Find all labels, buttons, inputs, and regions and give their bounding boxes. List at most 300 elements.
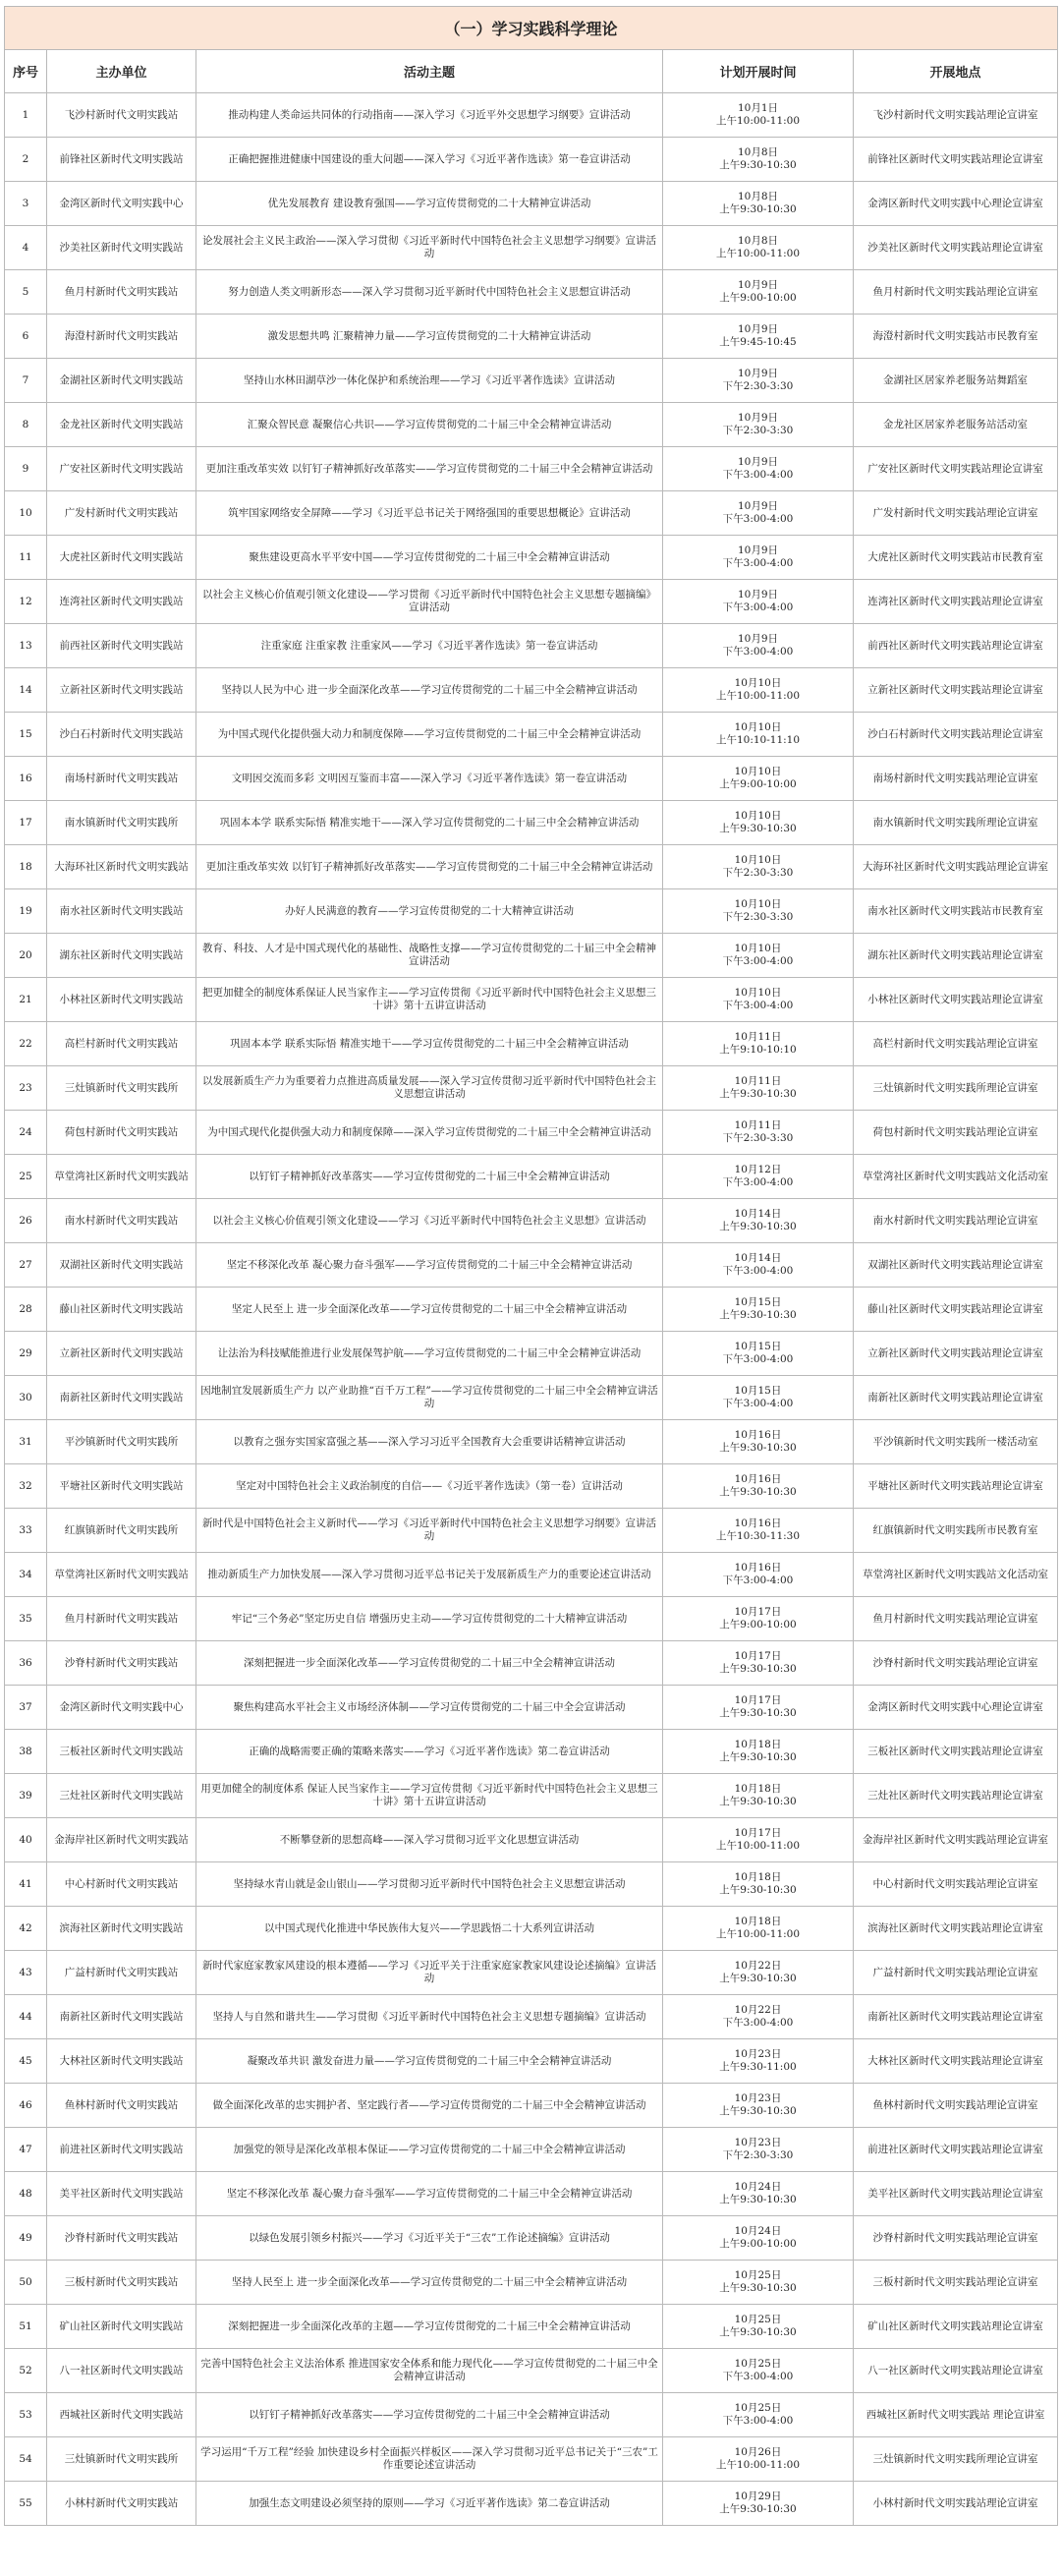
row-organizer: 高栏村新时代文明实践站 [47,1022,196,1066]
row-organizer: 鱼林村新时代文明实践站 [47,2084,196,2128]
row-time [663,801,854,845]
row-time-range: 下午3:00-4:00 [722,601,794,613]
row-topic: 坚持人民至上 进一步全面深化改革——学习宣传贯彻党的二十届三中全会精神宣讲活动 [196,2261,663,2305]
row-topic: 以发展新质生产力为重要着力点推进高质量发展——深入学习宣传贯彻习近平新时代中国特色社会主义思想宣讲活动 [196,1066,663,1111]
row-place: 八一社区新时代文明实践站理论宣讲室 [854,2349,1058,2393]
header-topic: 活动主题 [196,50,663,93]
row-date: 10月10日 [734,943,782,954]
row-organizer: 大海环社区新时代文明实践站 [47,845,196,889]
row-time [663,978,854,1022]
row-time-range: 上午9:30-10:30 [719,1707,797,1719]
row-place: 小林社区新时代文明实践站理论宣讲室 [854,978,1058,1022]
row-time-range: 上午9:30-10:30 [719,1973,797,1984]
row-topic: 深刻把握进一步全面深化改革——学习宣传贯彻党的二十届三中全会精神宣讲活动 [196,1641,663,1686]
row-organizer: 沙白石村新时代文明实践站 [47,713,196,757]
row-time [663,2349,854,2393]
row-date: 10月24日 [734,2181,782,2193]
row-place: 鱼林村新时代文明实践站理论宣讲室 [854,2084,1058,2128]
row-organizer: 金湾区新时代文明实践中心 [47,182,196,226]
row-organizer: 前锋社区新时代文明实践站 [47,138,196,182]
row-time-range: 下午2:30-3:30 [722,425,794,436]
row-time-range: 上午9:00-10:00 [719,292,797,304]
row-place: 小林村新时代文明实践站理论宣讲室 [854,2482,1058,2526]
row-topic: 更加注重改革实效 以钉钉子精神抓好改革落实——学习宣传贯彻党的二十届三中全会精神宣讲活动 [196,447,663,491]
row-topic: 坚定人民至上 进一步全面深化改革——学习宣传贯彻党的二十届三中全会精神宣讲活动 [196,1288,663,1332]
row-seq: 34 [5,1553,47,1597]
row-organizer: 三板村新时代文明实践站 [47,2261,196,2305]
table-row [5,1288,1058,1332]
row-date: 10月10日 [734,677,782,689]
row-place: 金湖社区居家养老服务站舞蹈室 [854,359,1058,403]
row-date: 10月10日 [734,810,782,822]
row-organizer: 小林村新时代文明实践站 [47,2482,196,2526]
row-topic: 坚定对中国特色社会主义政治制度的自信——《习近平著作选读》（第一卷）宣讲活动 [196,1464,663,1509]
row-seq: 10 [5,491,47,536]
table-row [5,1862,1058,1907]
row-seq: 17 [5,801,47,845]
row-organizer: 金湾区新时代文明实践中心 [47,1686,196,1730]
row-place: 金湾区新时代文明实践中心理论宣讲室 [854,182,1058,226]
row-date: 10月10日 [734,721,782,733]
row-time [663,138,854,182]
row-time-range: 上午9:30-10:30 [719,1796,797,1807]
row-time-range: 上午9:00-10:00 [719,778,797,790]
row-date: 10月29日 [734,2490,782,2502]
row-organizer: 草堂湾社区新时代文明实践站 [47,1155,196,1199]
row-topic: 新时代是中国特色社会主义新时代——学习《习近平新时代中国特色社会主义思想学习纲要》宣讲活动 [196,1509,663,1553]
row-seq: 49 [5,2216,47,2261]
row-date: 10月1日 [737,102,779,114]
table-row [5,2084,1058,2128]
table-row [5,1066,1058,1111]
row-topic: 深刻把握进一步全面深化改革的主题——学习宣传贯彻党的二十届三中全会精神宣讲活动 [196,2305,663,2349]
row-date: 10月25日 [734,2402,782,2414]
row-seq: 13 [5,624,47,668]
row-seq: 26 [5,1199,47,1243]
row-organizer: 三板社区新时代文明实践站 [47,1730,196,1774]
row-date: 10月16日 [734,1473,782,1485]
table-row [5,403,1058,447]
table-row [5,491,1058,536]
row-organizer: 南新社区新时代文明实践站 [47,1995,196,2039]
row-organizer: 矿山社区新时代文明实践站 [47,2305,196,2349]
row-place: 三灶镇新时代文明实践所理论宣讲室 [854,1066,1058,1111]
row-date: 10月8日 [737,191,779,202]
row-topic: 聚焦构建高水平社会主义市场经济体制——学习宣传贯彻党的二十届三中全会宣讲活动 [196,1686,663,1730]
row-organizer: 平塘社区新时代文明实践站 [47,1464,196,1509]
row-topic: 牢记“三个务必”坚定历史自信 增强历史主动——学习宣传贯彻党的二十大精神宣讲活动 [196,1597,663,1641]
row-topic: 坚定不移深化改革 凝心聚力奋斗强军——学习宣传贯彻党的二十届三中全会精神宣讲活动 [196,1243,663,1288]
row-date: 10月10日 [734,854,782,866]
row-time-range: 上午9:30-10:30 [719,2326,797,2338]
row-date: 10月9日 [737,589,779,601]
row-topic: 巩固本本学 联系实际悟 精准实地干——学习宣传贯彻党的二十届三中全会精神宣讲活动 [196,1022,663,1066]
row-time [663,668,854,713]
row-topic: 巩固本本学 联系实际悟 精准实地干——深入学习宣传贯彻党的二十届三中全会精神宣讲活动 [196,801,663,845]
row-place: 鱼月村新时代文明实践站理论宣讲室 [854,270,1058,315]
row-organizer: 大虎社区新时代文明实践站 [47,536,196,580]
row-time-range: 下午3:00-4:00 [722,2415,794,2427]
row-place: 南新社区新时代文明实践站理论宣讲室 [854,1995,1058,2039]
table-row [5,2437,1058,2482]
table-row [5,359,1058,403]
table-row [5,2128,1058,2172]
row-date: 10月15日 [734,1296,782,1308]
row-time [663,2261,854,2305]
table-row [5,713,1058,757]
row-organizer: 南水村新时代文明实践站 [47,1199,196,1243]
row-topic: 注重家庭 注重家教 注重家风——学习《习近平著作选读》第一卷宣讲活动 [196,624,663,668]
row-topic: 学习运用“千万工程”经验 加快建设乡村全面振兴样板区——深入学习贯彻习近平总书记关于“三农”工作重要论述宣讲活动 [196,2437,663,2482]
row-topic: 优先发展教育 建设教育强国——学习宣传贯彻党的二十大精神宣讲活动 [196,182,663,226]
table-row [5,1995,1058,2039]
row-place: 南水镇新时代文明实践所理论宣讲室 [854,801,1058,845]
row-date: 10月23日 [734,2048,782,2060]
row-place: 立新社区新时代文明实践站理论宣讲室 [854,668,1058,713]
row-time-range: 上午9:30-10:30 [719,2105,797,2117]
table-row [5,1199,1058,1243]
row-date: 10月14日 [734,1252,782,1264]
table-row [5,315,1058,359]
row-topic: 因地制宜发展新质生产力 以产业助推“百千万工程”——学习宣传贯彻党的二十届三中全会精神宣讲活动 [196,1376,663,1420]
row-topic: 教育、科技、人才是中国式现代化的基础性、战略性支撑——学习宣传贯彻党的二十届三中全会精神宣讲活动 [196,934,663,978]
row-time-range: 上午10:00-11:00 [715,1928,801,1940]
row-time [663,315,854,359]
row-topic: 加强生态文明建设必须坚持的原则——学习《习近平著作选读》第二卷宣讲活动 [196,2482,663,2526]
row-seq: 37 [5,1686,47,1730]
row-seq: 8 [5,403,47,447]
row-seq: 27 [5,1243,47,1288]
row-topic: 坚持人与自然和谐共生——学习贯彻《习近平新时代中国特色社会主义思想专题摘编》宣讲活动 [196,1995,663,2039]
row-seq: 16 [5,757,47,801]
row-organizer: 平沙镇新时代文明实践所 [47,1420,196,1464]
table-row [5,1553,1058,1597]
row-place: 藤山社区新时代文明实践站理论宣讲室 [854,1288,1058,1332]
row-seq: 54 [5,2437,47,2482]
row-organizer: 西城社区新时代文明实践站 [47,2393,196,2437]
row-time-range: 上午10:00-11:00 [715,248,801,259]
row-time-range: 上午9:45-10:45 [719,336,797,348]
row-topic: 汇聚众智民意 凝聚信心共识——学习宣传贯彻党的二十届三中全会精神宣讲活动 [196,403,663,447]
row-topic: 以社会主义核心价值观引领文化建设——学习《习近平新时代中国特色社会主义思想》宣讲活动 [196,1199,663,1243]
row-time-range: 上午9:30-10:30 [719,1486,797,1498]
row-date: 10月9日 [737,544,779,556]
row-place: 平沙镇新时代文明实践所一楼活动室 [854,1420,1058,1464]
row-time [663,1376,854,1420]
row-seq: 48 [5,2172,47,2216]
row-seq: 25 [5,1155,47,1199]
row-seq: 1 [5,93,47,138]
table-row [5,934,1058,978]
row-time [663,1288,854,1332]
row-topic: 努力创造人类文明新形态——深入学习贯彻习近平新时代中国特色社会主义思想宣讲活动 [196,270,663,315]
row-date: 10月25日 [734,2314,782,2325]
row-place: 海澄村新时代文明实践站市民教育室 [854,315,1058,359]
row-time [663,491,854,536]
row-seq: 19 [5,889,47,934]
row-topic: 把更加健全的制度体系保证人民当家作主——学习宣传贯彻《习近平新时代中国特色社会主义思想三十讲》第十五讲宣讲活动 [196,978,663,1022]
row-date: 10月15日 [734,1341,782,1352]
row-organizer: 三灶镇新时代文明实践所 [47,1066,196,1111]
row-time [663,1022,854,1066]
row-seq: 5 [5,270,47,315]
row-place: 飞沙村新时代文明实践站理论宣讲室 [854,93,1058,138]
row-time-range: 上午9:30-10:30 [719,1309,797,1321]
table-row [5,1730,1058,1774]
row-topic: 用更加健全的制度体系 保证人民当家作主——学习宣传贯彻《习近平新时代中国特色社会主义思想三十讲》第十五讲宣讲活动 [196,1774,663,1818]
row-time [663,2437,854,2482]
row-date: 10月15日 [734,1385,782,1397]
row-time [663,2393,854,2437]
row-topic: 新时代家庭家教家风建设的根本遵循——学习《习近平关于注重家庭家教家风建设论述摘编》宣讲活动 [196,1951,663,1995]
row-time-range: 下午3:00-4:00 [722,1353,794,1365]
row-time-range: 上午9:30-10:30 [719,823,797,834]
row-seq: 18 [5,845,47,889]
row-topic: 坚持绿水青山就是金山银山——学习贯彻习近平新时代中国特色社会主义思想宣讲活动 [196,1862,663,1907]
row-seq: 32 [5,1464,47,1509]
table-row [5,624,1058,668]
row-seq: 31 [5,1420,47,1464]
row-topic: 做全面深化改革的忠实拥护者、坚定践行者——学习宣传贯彻党的二十届三中全会精神宣讲活动 [196,2084,663,2128]
row-time [663,1730,854,1774]
table-row [5,447,1058,491]
table-row [5,1907,1058,1951]
table-row [5,1332,1058,1376]
row-place: 大海环社区新时代文明实践站理论宣讲室 [854,845,1058,889]
row-organizer: 连湾社区新时代文明实践站 [47,580,196,624]
row-organizer: 美平社区新时代文明实践站 [47,2172,196,2216]
row-organizer: 三灶镇新时代文明实践所 [47,2437,196,2482]
row-time [663,580,854,624]
row-time-range: 上午9:30-10:30 [719,2194,797,2205]
row-date: 10月26日 [734,2446,782,2458]
row-date: 10月14日 [734,1208,782,1220]
row-topic: 坚持山水林田湖草沙一体化保护和系统治理——学习《习近平著作选读》宣讲活动 [196,359,663,403]
table-row [5,668,1058,713]
table-row [5,1774,1058,1818]
row-topic: 更加注重改革实效 以钉钉子精神抓好改革落实——学习宣传贯彻党的二十届三中全会精神宣讲活动 [196,845,663,889]
row-time-range: 上午9:00-10:00 [719,2238,797,2250]
row-organizer: 金湖社区新时代文明实践站 [47,359,196,403]
row-place: 红旗镇新时代文明实践所市民教育室 [854,1509,1058,1553]
row-date: 10月9日 [737,368,779,379]
row-place: 美平社区新时代文明实践站理论宣讲室 [854,2172,1058,2216]
table-row [5,1376,1058,1420]
row-time [663,2039,854,2084]
row-seq: 20 [5,934,47,978]
row-place: 沙脊村新时代文明实践站理论宣讲室 [854,2216,1058,2261]
row-place: 前西社区新时代文明实践站理论宣讲室 [854,624,1058,668]
row-organizer: 前西社区新时代文明实践站 [47,624,196,668]
row-time [663,2216,854,2261]
row-topic: 凝聚改革共识 激发奋进力量——学习宣传贯彻党的二十届三中全会精神宣讲活动 [196,2039,663,2084]
row-date: 10月9日 [737,323,779,335]
row-time [663,1862,854,1907]
row-date: 10月24日 [734,2225,782,2237]
row-place: 南新社区新时代文明实践站理论宣讲室 [854,1376,1058,1420]
row-date: 10月18日 [734,1871,782,1883]
row-time-range: 上午10:00-11:00 [715,115,801,127]
row-seq: 4 [5,226,47,270]
table-row [5,978,1058,1022]
row-time-range: 下午3:00-4:00 [722,1574,794,1586]
row-time [663,889,854,934]
row-date: 10月16日 [734,1429,782,1441]
row-seq: 43 [5,1951,47,1995]
table-row [5,138,1058,182]
row-date: 10月10日 [734,987,782,999]
row-place: 前进社区新时代文明实践站理论宣讲室 [854,2128,1058,2172]
row-organizer: 三灶社区新时代文明实践站 [47,1774,196,1818]
row-organizer: 南水镇新时代文明实践所 [47,801,196,845]
row-place: 中心村新时代文明实践站理论宣讲室 [854,1862,1058,1907]
row-place: 广益村新时代文明实践站理论宣讲室 [854,1951,1058,1995]
row-time-range: 下午3:00-4:00 [722,513,794,525]
row-seq: 40 [5,1818,47,1862]
row-organizer: 荷包村新时代文明实践站 [47,1111,196,1155]
table-row [5,536,1058,580]
row-date: 10月12日 [734,1164,782,1175]
row-seq: 22 [5,1022,47,1066]
row-time [663,1420,854,1464]
row-time-range: 上午9:10-10:10 [719,1044,797,1056]
row-time [663,1155,854,1199]
row-seq: 38 [5,1730,47,1774]
row-topic: 以钉钉子精神抓好改革落实——学习宣传贯彻党的二十届三中全会精神宣讲活动 [196,2393,663,2437]
row-topic: 为中国式现代化提供强大动力和制度保障——深入学习宣传贯彻党的二十届三中全会精神宣讲活动 [196,1111,663,1155]
row-date: 10月16日 [734,1562,782,1574]
row-topic: 推动构建人类命运共同体的行动指南——深入学习《习近平外交思想学习纲要》宣讲活动 [196,93,663,138]
row-time-range: 上午9:30-10:30 [719,1088,797,1100]
table-row [5,226,1058,270]
row-organizer: 飞沙村新时代文明实践站 [47,93,196,138]
row-seq: 14 [5,668,47,713]
row-organizer: 南水社区新时代文明实践站 [47,889,196,934]
table-row [5,2305,1058,2349]
row-place: 南场村新时代文明实践站理论宣讲室 [854,757,1058,801]
section-title: （一）学习实践科学理论 [5,7,1058,50]
row-time-range: 上午9:30-11:00 [719,2061,797,2073]
row-time [663,1686,854,1730]
row-time-range: 下午2:30-3:30 [722,380,794,392]
row-place: 三灶镇新时代文明实践所理论宣讲室 [854,2437,1058,2482]
row-place: 沙脊村新时代文明实践站理论宣讲室 [854,1641,1058,1686]
table-row [5,2172,1058,2216]
row-place: 草堂湾社区新时代文明实践站文化活动室 [854,1155,1058,1199]
table-row [5,1420,1058,1464]
row-seq: 52 [5,2349,47,2393]
row-place: 金湾区新时代文明实践中心理论宣讲室 [854,1686,1058,1730]
row-topic: 坚持以人民为中心 进一步全面深化改革——学习宣传贯彻党的二十届三中全会精神宣讲活动 [196,668,663,713]
row-seq: 7 [5,359,47,403]
row-seq: 33 [5,1509,47,1553]
row-place: 立新社区新时代文明实践站理论宣讲室 [854,1332,1058,1376]
row-time [663,1553,854,1597]
row-place: 南水社区新时代文明实践站市民教育室 [854,889,1058,934]
table-row [5,580,1058,624]
row-time-range: 下午2:30-3:30 [722,911,794,923]
row-date: 10月8日 [737,235,779,247]
row-time [663,536,854,580]
row-time [663,1774,854,1818]
row-date: 10月22日 [734,2004,782,2016]
row-time-range: 下午2:30-3:30 [722,2149,794,2161]
row-time-range: 上午9:30-10:30 [719,159,797,171]
table-row [5,1464,1058,1509]
row-place: 鱼月村新时代文明实践站理论宣讲室 [854,1597,1058,1641]
table-row [5,1597,1058,1641]
row-topic: 为中国式现代化提供强大动力和制度保障——学习宣传贯彻党的二十届三中全会精神宣讲活动 [196,713,663,757]
table-row [5,757,1058,801]
row-date: 10月9日 [737,500,779,512]
row-topic: 以中国式现代化推进中华民族伟大复兴——学思践悟二十大系列宣讲活动 [196,1907,663,1951]
table-row [5,2039,1058,2084]
row-time [663,1951,854,1995]
row-seq: 12 [5,580,47,624]
row-time-range: 上午9:30-10:30 [719,203,797,215]
row-place: 连湾社区新时代文明实践站理论宣讲室 [854,580,1058,624]
row-seq: 2 [5,138,47,182]
table-row [5,93,1058,138]
row-seq: 24 [5,1111,47,1155]
row-organizer: 中心村新时代文明实践站 [47,1862,196,1907]
row-seq: 28 [5,1288,47,1332]
table-row [5,1155,1058,1199]
row-organizer: 立新社区新时代文明实践站 [47,668,196,713]
row-place: 草堂湾社区新时代文明实践站文化活动室 [854,1553,1058,1597]
row-time [663,1332,854,1376]
row-time-range: 下午3:00-4:00 [722,646,794,658]
row-place: 三板社区新时代文明实践站理论宣讲室 [854,1730,1058,1774]
row-organizer: 湖东社区新时代文明实践站 [47,934,196,978]
row-place: 沙美社区新时代文明实践站理论宣讲室 [854,226,1058,270]
row-place: 大林社区新时代文明实践站理论宣讲室 [854,2039,1058,2084]
row-time [663,93,854,138]
row-seq: 50 [5,2261,47,2305]
activity-schedule-table [4,6,1058,2526]
table-row [5,270,1058,315]
row-organizer: 草堂湾社区新时代文明实践站 [47,1553,196,1597]
row-time-range: 下午3:00-4:00 [722,1398,794,1409]
row-place: 三板村新时代文明实践站理论宣讲室 [854,2261,1058,2305]
row-time [663,1199,854,1243]
table-row [5,2349,1058,2393]
row-time-range: 上午10:10-11:10 [715,734,801,746]
header-row [5,50,1058,93]
row-date: 10月9日 [737,279,779,291]
row-seq: 29 [5,1332,47,1376]
row-time [663,757,854,801]
row-date: 10月9日 [737,633,779,645]
table-row [5,2393,1058,2437]
row-date: 10月25日 [734,2269,782,2281]
row-topic: 以社会主义核心价值观引领文化建设——学习贯彻《习近平新时代中国特色社会主义思想专题摘编》宣讲活动 [196,580,663,624]
row-time [663,1597,854,1641]
row-date: 10月16日 [734,1517,782,1529]
row-time [663,934,854,978]
row-time [663,1509,854,1553]
row-topic: 激发思想共鸣 汇聚精神力量——学习宣传贯彻党的二十大精神宣讲活动 [196,315,663,359]
header-place: 开展地点 [854,50,1058,93]
section-title-row [5,7,1058,50]
row-seq: 35 [5,1597,47,1641]
row-place: 双湖社区新时代文明实践站理论宣讲室 [854,1243,1058,1288]
row-seq: 15 [5,713,47,757]
row-date: 10月23日 [734,2092,782,2104]
row-date: 10月17日 [734,1650,782,1662]
row-time [663,182,854,226]
row-time-range: 上午9:30-10:30 [719,1751,797,1763]
